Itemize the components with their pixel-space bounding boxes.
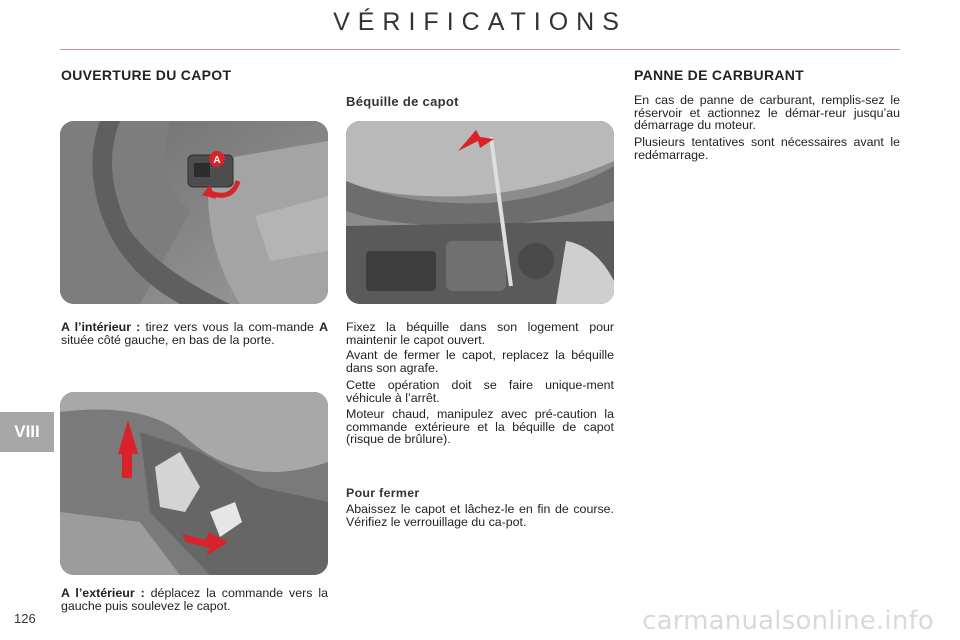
exterior-instruction <box>61 587 328 612</box>
latch-label-a: A <box>213 155 221 166</box>
fuel-para-1: En cas de panne de carburant, remplis-sez le réservoir et actionnez le démar-reur jusqu’au démarrage du moteur. <box>634 93 900 132</box>
fuel-para-2: Plusieurs tentatives sont nécessaires avant le redémarrage. <box>634 135 900 162</box>
header-divider <box>60 49 900 50</box>
section-title-hood-opening: OUVERTURE DU CAPOT <box>61 67 232 83</box>
strut-para-4: Moteur chaud, manipulez avec pré-caution la commande extérieure et la béquille de capot (risque de brûlure). <box>346 407 614 446</box>
section-title-fuel: PANNE DE CARBURANT <box>634 67 805 83</box>
strut-para-1: Fixez la béquille dans son logement pour maintenir le capot ouvert. <box>346 320 614 347</box>
page-number: 126 <box>14 611 36 626</box>
interior-bold-a: A <box>319 320 329 334</box>
close-text: Abaissez le capot et lâchez-le en fin de course. Vérifiez le verrouillage du ca-pot. <box>346 502 614 529</box>
strut-para-3: Cette opération doit se faire unique-ment véhicule à l’arrêt. <box>346 378 614 405</box>
hood-strut-image <box>346 121 614 304</box>
exterior-text: déplacez la commande vers la gauche puis soulevez le capot. <box>61 586 328 613</box>
interior-release-image <box>60 121 328 304</box>
interior-instruction <box>61 321 328 346</box>
interior-text-b: située côté gauche, en bas de la porte. <box>61 332 275 347</box>
interior-text-a: tirez vers vous la com-mande <box>145 320 320 334</box>
close-title: Pour fermer <box>346 486 420 500</box>
section-title-hood-strut: Béquille de capot <box>346 94 459 109</box>
page-title: VÉRIFICATIONS <box>333 8 627 36</box>
chapter-tab: VIII <box>0 412 54 452</box>
exterior-lead: A l’extérieur : <box>61 586 145 600</box>
watermark: carmanualsonline.info <box>642 606 934 636</box>
strut-para-2: Avant de fermer le capot, replacez la béquille dans son agrafe. <box>346 348 614 375</box>
exterior-release-image <box>60 392 328 575</box>
interior-lead: A l’intérieur : <box>61 320 141 334</box>
